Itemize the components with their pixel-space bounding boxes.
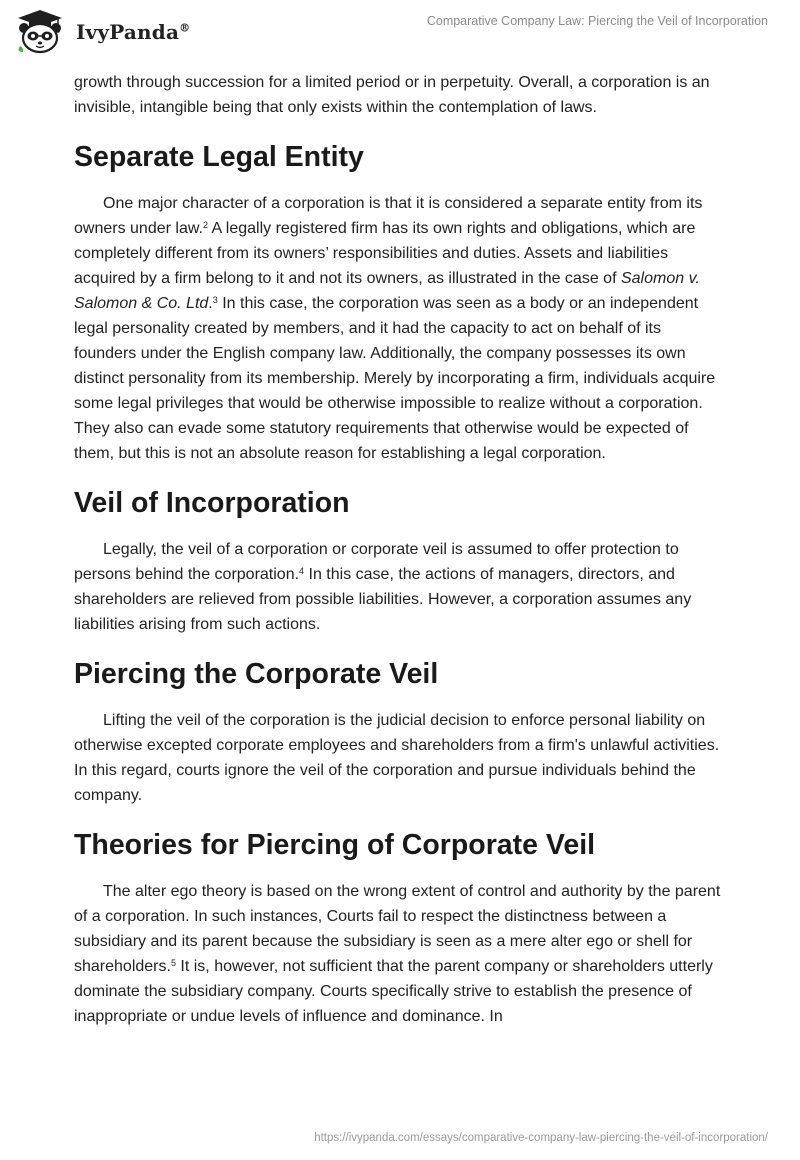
paragraph-separate-legal-entity: One major character of a corporation is that it is considered a separate entity from its owners under law.$^2$ A legally registered firm has its own rights and obligations, which are completely different from its owners’ responsibilities and duties. Assets and liabilities acquired by a firm belong to it and not its owners, as illustrated in the case of Salomon v. Salomon & Co. Ltd.$^3$ In this case, the corporation was seen as a body or an independent legal personality created by members, and it had the capacity to act on behalf of its founders under the English company law. Additionally, the company possesses its own distinct personality from its membership. Merely by incorporating a firm, individuals acquire some legal privileges that would be otherwise impossible to realize without a corporation. They also can evade some statutory requirements that otherwise would be expected of them, but this is not an absolute reason for establishing a legal corporation. xyxy=(74,195,716,462)
heading-theories-piercing: Theories for Piercing of Corporate Veil xyxy=(74,829,596,861)
article-body xyxy=(74,70,726,1029)
heading-veil-of-incorporation: Veil of Incorporation xyxy=(74,487,350,519)
footnote-ref[interactable]: 5 xyxy=(170,958,176,968)
heading-piercing-corporate-veil: Piercing the Corporate Veil xyxy=(74,658,439,690)
panda-graduate-icon xyxy=(14,8,66,54)
footnote-ref[interactable]: 3 xyxy=(212,295,218,305)
source-url[interactable]: https://ivypanda.com/essays/comparative-company-law-piercing-the-veil-of-incorporation/ xyxy=(314,1132,768,1144)
ivypanda-logo[interactable] xyxy=(14,8,190,54)
page-header xyxy=(0,0,800,66)
document-title: Comparative Company Law: Piercing the Veil of Incorporation xyxy=(426,14,768,28)
footnote-ref[interactable]: 2 xyxy=(202,220,208,230)
paragraph-piercing-corporate-veil: Lifting the veil of the corporation is the judicial decision to enforce personal liability on otherwise excepted corporate employees and shareholders from a firm's unlawful activities. In this regard, courts ignore the veil of the corporation and pursue individuals behind the company. xyxy=(74,712,720,804)
footnote-ref[interactable]: 4 xyxy=(299,566,305,576)
paragraph-theories-piercing: The alter ego theory is based on the wrong extent of control and authority by the parent of a corporation. In such instances, Courts fail to respect the distinctness between a subsidiary and its parent because the subsidiary is seen as a mere alter ego or shell for shareholders.$^5$ It is, however, not sufficient that the parent company or shareholders utterly dominate the subsidiary company. Courts specifically strive to establish the presence of inappropriate or undue levels of influence and dominance. In xyxy=(74,883,721,1025)
heading-separate-legal-entity: Separate Legal Entity xyxy=(74,141,364,173)
intro-paragraph: growth through succession for a limited period or in perpetuity. Overall, a corporation is an invisible, intangible being that only exists within the contemplation of laws. xyxy=(74,74,710,116)
case-citation: Salomon v. Salomon & Co. Ltd xyxy=(74,270,700,312)
paragraph-veil-of-incorporation: Legally, the veil of a corporation or corporate veil is assumed to offer protection to persons behind the corporation.$^4$ In this case, the actions of managers, directors, and shareholders are relieved from possible liabilities. However, a corporation assumes any liabilities arising from such actions. xyxy=(74,541,692,633)
brand-name: IvyPanda® xyxy=(76,20,191,44)
